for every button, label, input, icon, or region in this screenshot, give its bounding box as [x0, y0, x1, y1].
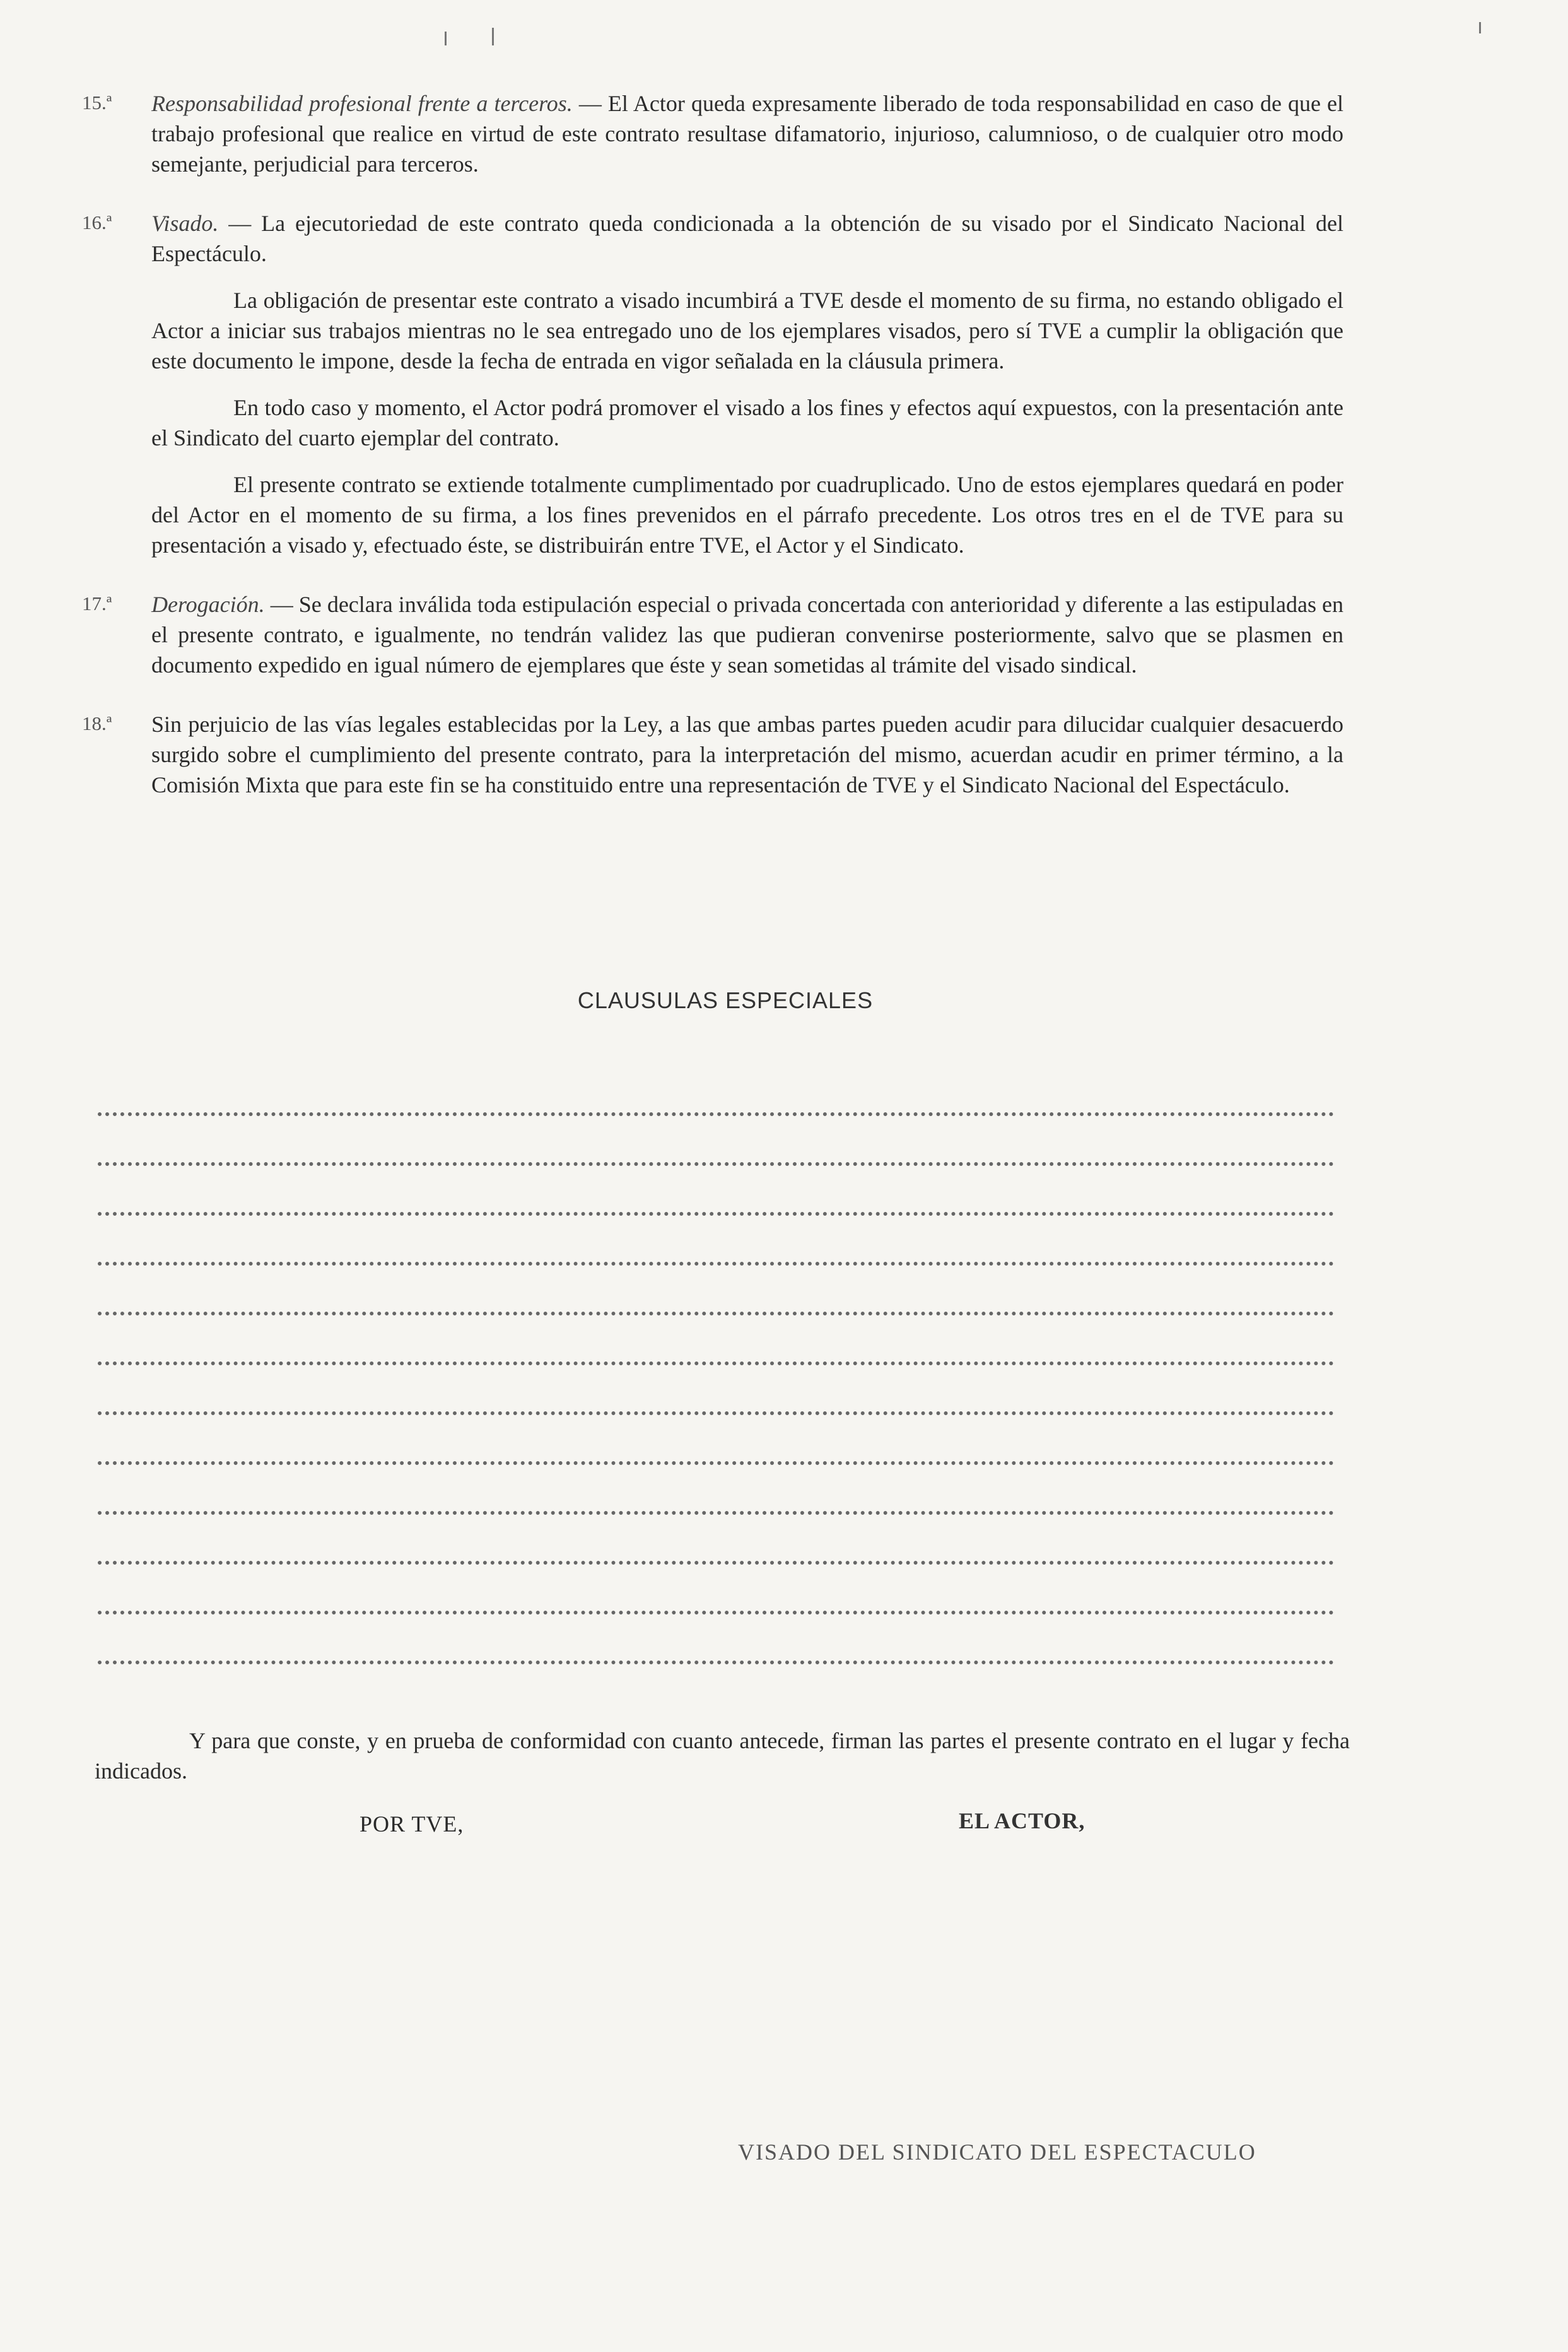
clause-body [151, 208, 1343, 560]
fill-line[interactable] [98, 1365, 1334, 1415]
closing-text: Y para que conste, y en prueba de conformidad con cuanto antecede, firman las partes el presente contrato en el lugar y fecha indicados. [95, 1728, 1350, 1784]
visado-stamp-label: VISADO DEL SINDICATO DEL ESPECTACULO [738, 2139, 1256, 2165]
fill-line[interactable] [98, 1614, 1334, 1664]
title-separator: — [264, 592, 299, 617]
title-separator: — [218, 211, 262, 236]
fill-line[interactable] [98, 1415, 1334, 1465]
clause-paragraph: La obligación de presentar este contrato a visado incumbirá a TVE desde el momento de su firma, no estando obligado el Actor a iniciar sus trabajos mientras no le sea entregado uno de los ejemplares visados, pero sí TVE a cumplir la obligación que este documento le impone, desde la fecha de entrada en vigor señalada en la cláusula primera. [151, 288, 1343, 373]
fill-line[interactable] [98, 1315, 1334, 1365]
fill-line[interactable] [98, 1116, 1334, 1166]
fill-line[interactable] [98, 1565, 1334, 1614]
clause-paragraph: El presente contrato se extiende totalmente cumplimentado por cuadruplicado. Uno de estos ejemplares quedará en poder del Actor en el momento de su firma, a los fines prevenidos en el párrafo precedente. Los otros tres en el de TVE para su presentación a visado y, efectuado éste, se distribuirán entre TVE, el Actor y el Sindicato. [151, 472, 1343, 558]
clause-number: 18.ª [82, 712, 112, 734]
signature-actor-label: EL ACTOR, [959, 1808, 1085, 1833]
fill-line[interactable] [98, 1465, 1334, 1515]
fill-line[interactable] [98, 1166, 1334, 1216]
clause-text: La ejecutoriedad de este contrato queda condicionada a la obtención de su visado por el Sindicato Nacional del Espectáculo. [151, 211, 1344, 266]
clause-16 [82, 208, 1343, 560]
clause-number: 16.ª [82, 211, 112, 233]
clauses-section [82, 88, 1343, 829]
clause-15 [82, 88, 1343, 179]
clause-body [151, 88, 1343, 179]
clause-text: El Actor queda expresamente liberado de toda responsabilidad en caso de que el trabajo profesional que realice en virtud de este contrato resultase difamatorio, injurioso, calumnioso, o de cualquier otro modo semejante, perjudicial para terceros. [151, 91, 1343, 177]
signature-tve-label: POR TVE, [360, 1811, 464, 1837]
clause-body [151, 709, 1343, 800]
scan-marks [0, 19, 1568, 57]
clause-title: Visado. [151, 211, 219, 236]
fill-line[interactable] [98, 1216, 1334, 1266]
clause-17 [82, 589, 1343, 680]
clause-number: 15.ª [82, 91, 112, 114]
clause-text: Se declara inválida toda estipulación especial o privada concertada con anterioridad y diferente a las estipuladas en el presente contrato, e igualmente, no tendrán validez las que pudieran convenirse posteriormente, salvo que se plasmen en documento expedido en igual número de ejemplares que éste y sean sometidas al trámite del visado sindical. [151, 592, 1344, 678]
clause-title: Responsabilidad profesional frente a terceros. [151, 91, 573, 116]
clause-paragraph: En todo caso y momento, el Actor podrá promover el visado a los fines y efectos aquí expuestos, con la presentación ante el Sindicato del cuarto ejemplar del contrato. [151, 395, 1343, 450]
fill-line[interactable] [98, 1515, 1334, 1565]
fill-line[interactable] [98, 1066, 1334, 1116]
clause-text: Sin perjuicio de las vías legales establecidas por la Ley, a las que ambas partes pueden acudir para dilucidar cualquier desacuerdo surgido sobre el cumplimiento del presente contrato, para la interpretación del mismo, acuerdan acudir en primer término, a la Comisión Mixta que para este fin se ha constituido entre una representación de TVE y el Sindicato Nacional del Espectáculo. [151, 712, 1343, 797]
fill-line[interactable] [98, 1266, 1334, 1315]
clause-title: Derogación. [151, 592, 265, 617]
clause-18 [82, 709, 1343, 800]
special-clauses-lines[interactable] [98, 1066, 1334, 1664]
clause-body [151, 589, 1343, 680]
closing-statement [95, 1726, 1350, 1786]
clause-number: 17.ª [82, 592, 112, 614]
title-separator: — [572, 91, 608, 116]
special-clauses-title: CLAUSULAS ESPECIALES [577, 987, 874, 1013]
